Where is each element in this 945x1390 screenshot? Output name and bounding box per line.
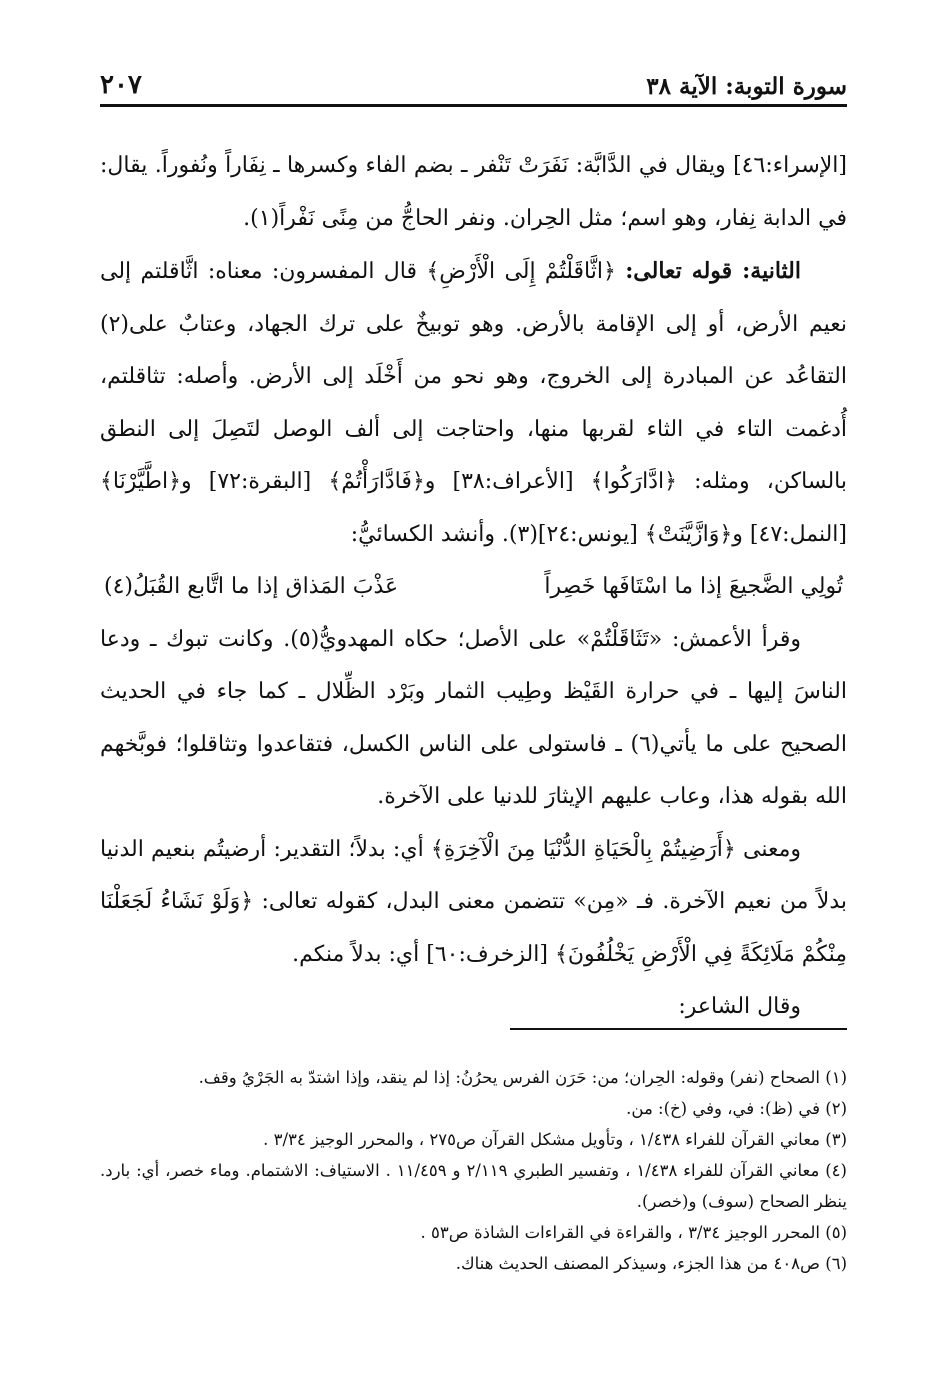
footnote-3: (٣) معاني القرآن للفراء ١/٤٣٨ ، وتأويل مشكل القرآن ص٢٧٥ ، والمحرر الوجيز ٣/٣٤ . bbox=[263, 1130, 847, 1149]
paragraph-5: وقال الشاعر: bbox=[678, 994, 801, 1019]
footnotes bbox=[100, 1062, 847, 1279]
page-header bbox=[100, 62, 847, 107]
page-number: ٢٠٧ bbox=[100, 70, 142, 100]
footnote-5: (٥) المحرر الوجيز ٣/٣٤ ، والقراءة في القراءات الشاذة ص٥٣ . bbox=[420, 1223, 847, 1242]
footnote-separator bbox=[510, 1028, 847, 1030]
paragraph-4: ومعنى ﴿أَرَضِيتُمْ بِالْحَيَاةِ الدُّنْيَا مِنَ الْآخِرَةِ﴾ أي: بدلاً؛ التقدير: أرضيتُم بنعيم الدنيا بدلاً من نعيم الآخرة. فـ «مِن» تتضمن معنى البدل، كقوله تعالى: ﴿وَلَوْ نَشَاءُ لَجَعَلْنَا مِنْكُمْ مَلَائِكَةً فِي الْأَرْضِ يَخْلُفُونَ﴾ [الزخرف:٦٠] أي: بدلاً منكم. bbox=[100, 836, 847, 967]
footnote-2: (٢) في (ظ): في، وفي (خ): من. bbox=[626, 1099, 847, 1118]
paragraph-2-text: ﴿اثَّاقَلْتُمْ إِلَى الْأَرْضِ﴾ قال المفسرون: معناه: اثَّاقلتم إلى نعيم الأرض، أو إلى الإقامة بالأرض. وهو توبيخٌ على ترك الجهاد، وعتابٌ على(٢) التقاعُد عن المبادرة إلى الخروج، وهو نحو من أَخْلَد إلى الأرض. وأصله: تثاقلتم، أُدغمت التاء في الثاء لقربها منها، واحتاجت إلى ألف الوصل لتَصِلَ إلى النطق بالساكن، ومثله: ﴿ادَّارَكُوا﴾ [الأعراف:٣٨] و﴿فَادَّارَأْتُمْ﴾ [البقرة:٧٢] و﴿اطَّيَّرْنَا﴾ [النمل:٤٧] و﴿وَازَّيَّنَتْ﴾ [يونس:٢٤](٣). وأنشد الكسائيُّ: bbox=[100, 259, 847, 547]
paragraph-1: [الإسراء:٤٦] ويقال في الدَّابَّة: نَفَرَتْ تَنْفر ـ بضم الفاء وكسرها ـ نِفَاراً ونُفوراً. يقال: في الدابة نِفار، وهو اسم؛ مثل الحِران. ونفر الحاجُّ من مِنًى نَفْراً(١). bbox=[100, 153, 847, 231]
footnote-4: (٤) معاني القرآن للفراء ١/٤٣٨ ، وتفسير الطبري ٢/١١٩ و ١١/٤٥٩ . الاستياف: الاشتمام. وماء خصر، أي: بارد. ينظر الصحاح (سوف) و(خصر). bbox=[100, 1161, 847, 1211]
poetry-verse bbox=[100, 561, 847, 614]
running-head: سورة التوبة: الآية ٣٨ bbox=[646, 73, 847, 100]
main-text bbox=[100, 140, 847, 1034]
footnote-1: (١) الصحاح (نفر) وقوله: الحِران؛ من: حَرَن الفرس يحرُنُ: إذا لم ينقد، وإذا اشتدّ به الجَرْيُ وقف. bbox=[198, 1068, 847, 1087]
verse-second-hemistich: عَذْبَ المَذاق إذا ما اتَّابع القُبَلُ(٤) bbox=[104, 574, 399, 599]
paragraph-3: وقرأ الأعمش: «تَثَاقَلْتُمْ» على الأصل؛ حكاه المهدويُّ(٥). وكانت تبوك ـ ودعا الناسَ إليها ـ في حرارة القَيْظ وطِيب الثمار وبَرْد الظِّلال ـ كما جاء في الحديث الصحيح على ما يأتي(٦) ـ فاستولى على الناس الكسل، فتقاعدوا وتثاقلوا؛ فوبَّخهم الله بقوله هذا، وعاب عليهم الإيثارَ للدنيا على الآخرة. bbox=[100, 626, 847, 809]
verse-first-hemistich: تُولِي الضَّجيعَ إذا ما اسْتَافَها خَصِراً bbox=[544, 574, 843, 599]
footnote-6: (٦) ص٤٠٨ من هذا الجزء، وسيذكر المصنف الحديث هناك. bbox=[455, 1254, 847, 1273]
paragraph-2 bbox=[100, 245, 847, 561]
paragraph-2-lead: الثانية: قوله تعالى: bbox=[625, 258, 801, 284]
